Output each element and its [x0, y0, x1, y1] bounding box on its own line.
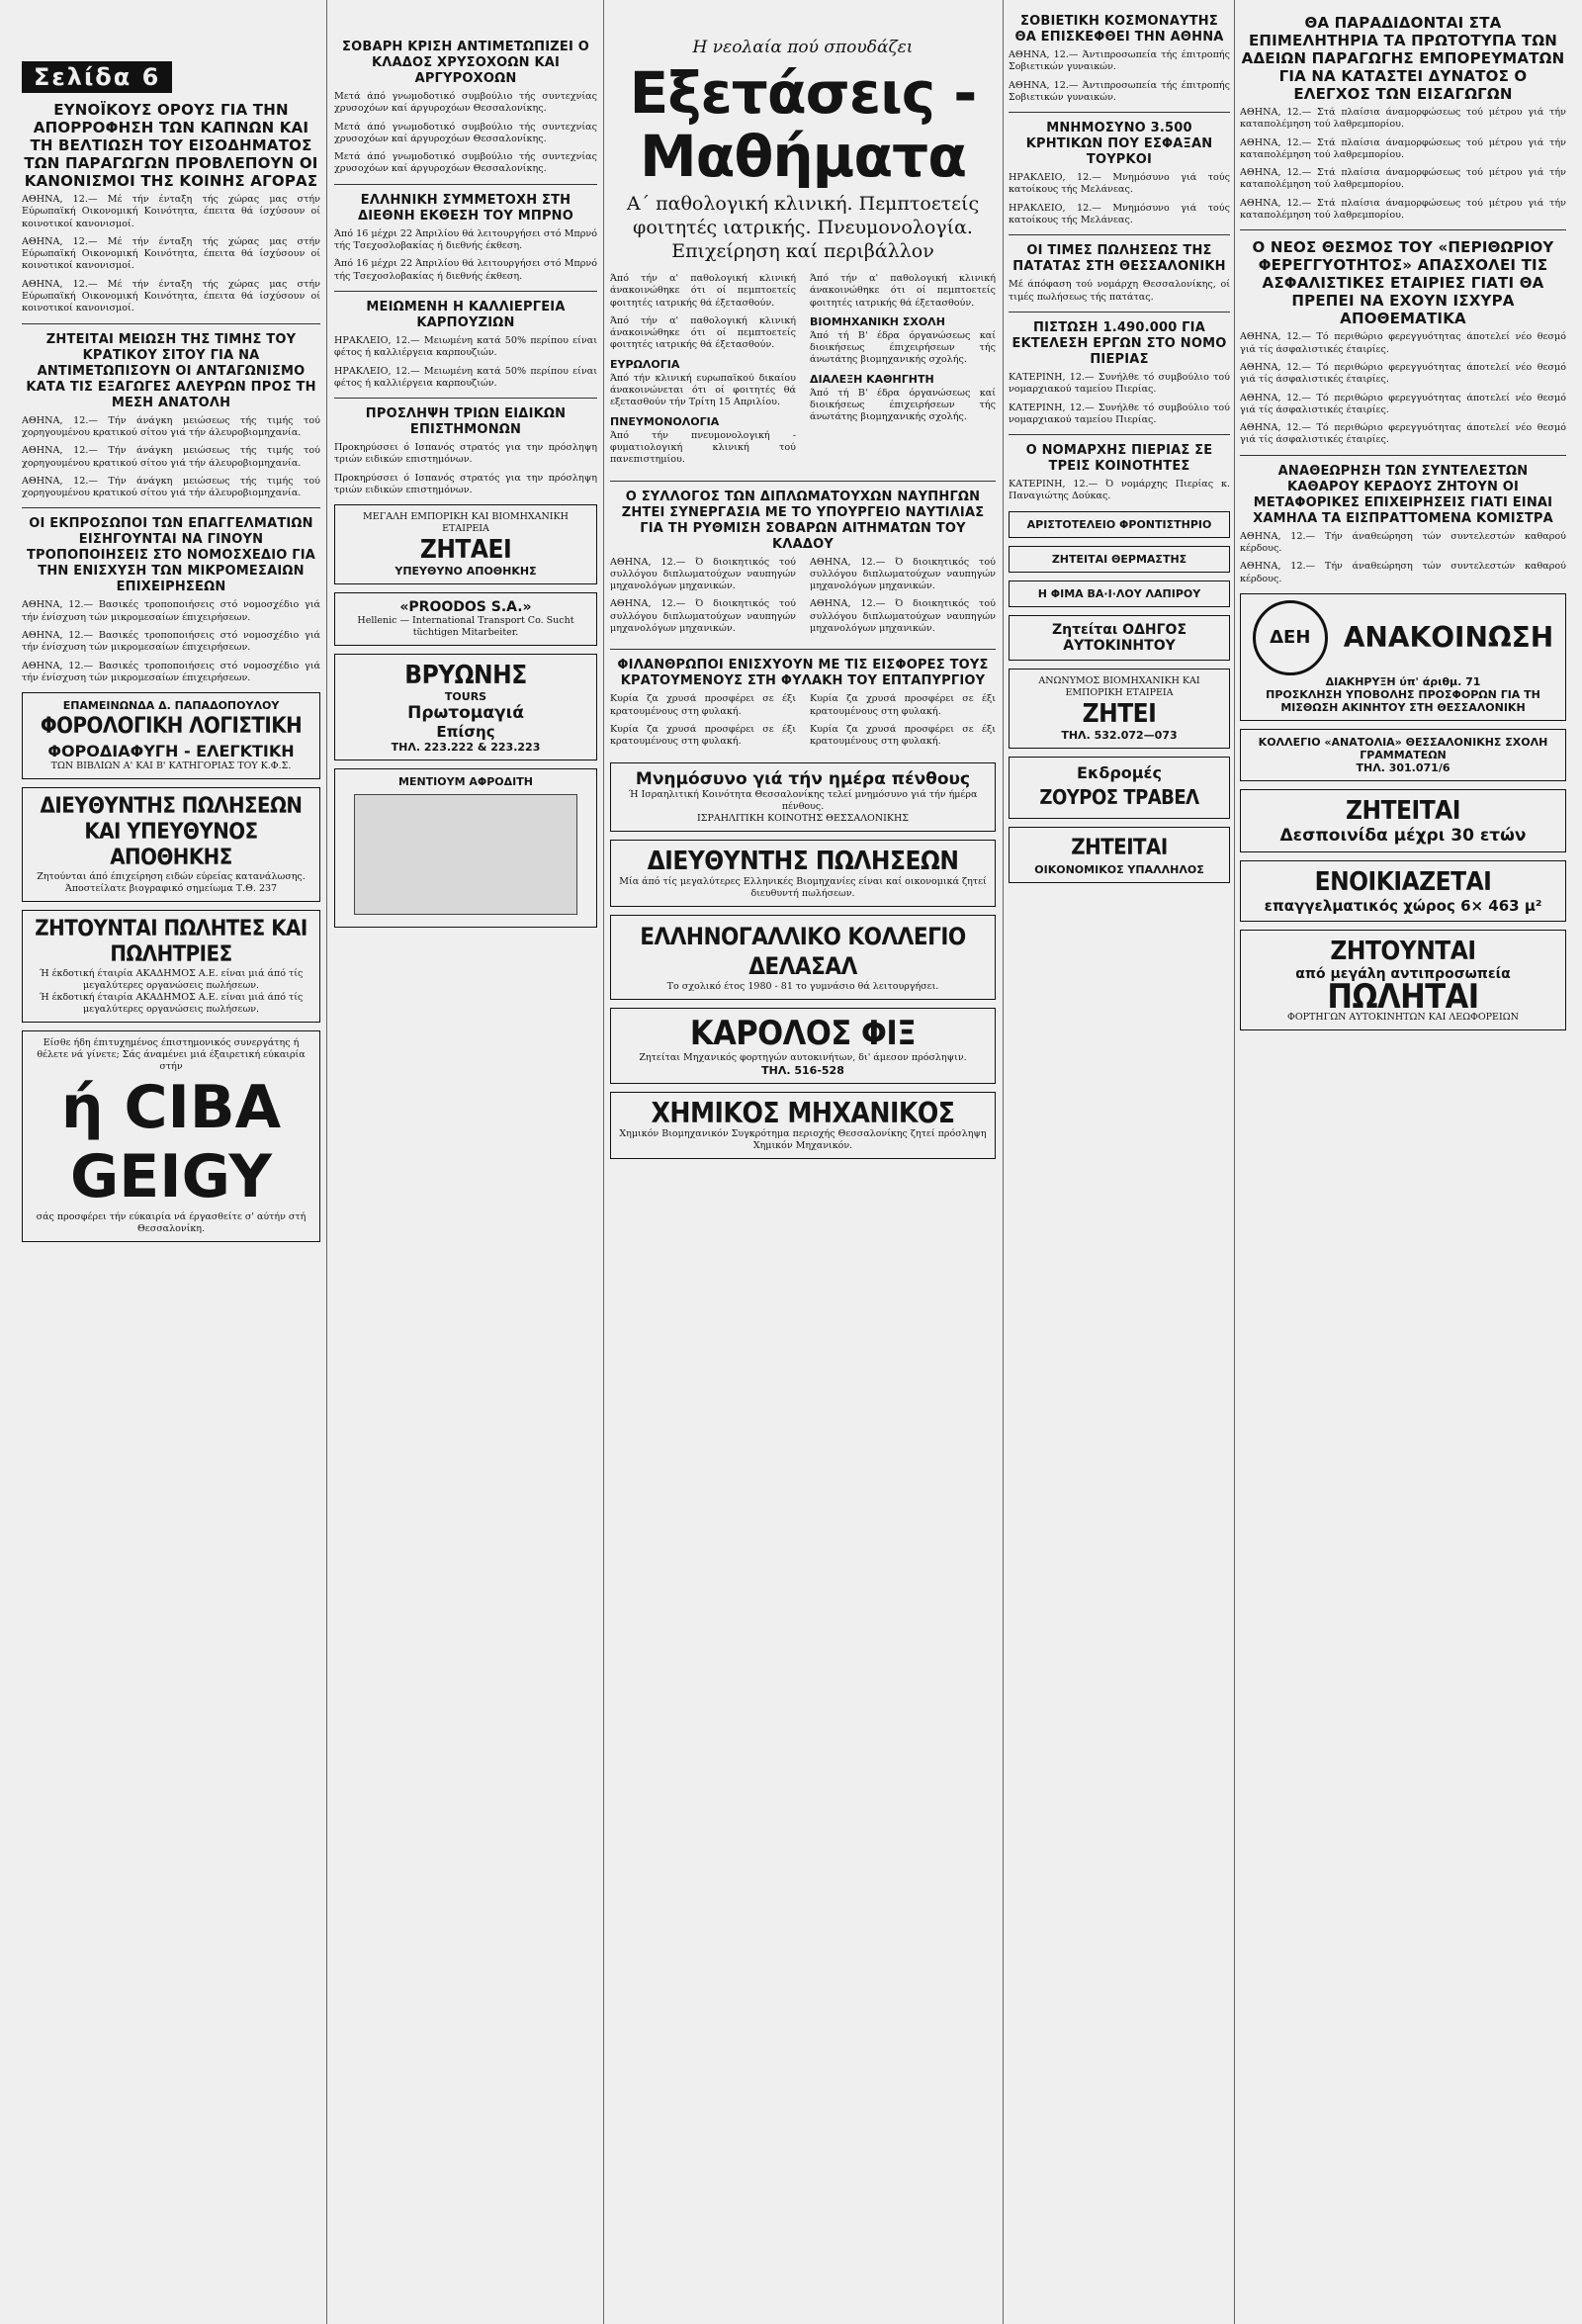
article-text: Προκηρύσσει ό Ισπανός στρατός για την πρόσληψη τριών ειδικών επιστημόνων. — [334, 442, 597, 466]
ad-text: Χημικόν Βιομηχανικόν Συγκρότημα περιοχής Θεσσαλονίκης ζητεί πρόσληψη Χημικόν Μηχανικόν. — [619, 1127, 987, 1151]
headline: ΣΟΒΑΡΗ ΚΡΙΣΗ ΑΝΤΙΜΕΤΩΠΙΖΕΙ Ο ΚΛΑΔΟΣ ΧΡΥΣΟΧΟΩΝ ΚΑΙ ΑΡΓΥΡΟΧΟΩΝ — [342, 40, 589, 86]
ad-text: Είσθε ήδη έπιτυχημένος έπιστημονικός συνεργάτης ή θέλετε νά γίνετε; Σάς άναμένει μιά έξαιρετική εύκαιρία στήν — [37, 1037, 306, 1073]
ad-text: Μία άπό τίς μεγαλύτερες Ελληνικές Βιομηχανίες είναι καί οικονομικά ζητεί διευθυντή πωλήσεων. — [619, 875, 987, 899]
ad-heading: Επίσης — [436, 723, 495, 742]
subhead: ΔΙΑΛΕΞΗ ΚΑΘΗΓΗΤΗ — [810, 372, 934, 386]
article-text: ΑΘΗΝΑ, 12.— Μέ τήν ένταξη τής χώρας μας στήν Εύρωπαϊκή Οικονομική Κοινότητα, έπειτα θά ίσχύσουν οί κοινοτικοί κανονισμοί. — [22, 235, 320, 272]
article-text: ΑΘΗΝΑ, 12.— Τό περιθώριο φερεγγυότητας άποτελεί νέο θεσμό γιά τίς άσφαλιστικές έταιρίες. — [1240, 422, 1566, 446]
article-text: ΑΘΗΝΑ, 12.— Τό περιθώριο φερεγγυότητας άποτελεί νέο θεσμό γιά τίς άσφαλιστικές έταιρίες. — [1240, 392, 1566, 415]
ad-title: Η ΦΙΜΑ ΒΑ·Ι·ΛΟΥ ΛΑΠΙΡΟΥ — [1037, 586, 1201, 600]
ad-title: ΖΗΤΕΙΤΑΙ — [1071, 835, 1168, 860]
ad-title: ΕΝΟΙΚΙΑΖΕΤΑΙ — [1314, 866, 1492, 897]
headline: Ο ΣΥΛΛΟΓΟΣ ΤΩΝ ΔΙΠΛΩΜΑΤΟΥΧΩΝ ΝΑΥΠΗΓΩΝ ΖΗΤΕΙ ΣΥΝΕΡΓΑΣΙΑ ΜΕ ΤΟ ΥΠΟΥΡΓΕΙΟ ΝΑΥΤΙΛΙΑΣ ΓΙΑ ΤΗ ΡΥΘΜΙΣΗ ΣΟΒΑΡΩΝ ΑΙΤΗΜΑΤΩΝ ΤΟΥ ΚΛΑΔΟΥ — [621, 489, 985, 552]
divider — [610, 649, 996, 650]
ad-text: Ζητείται Μηχανικός φορτηγών αυτοκινήτων, δι' άμεσον πρόσληψιν. — [639, 1051, 967, 1063]
ad-title: ΖΗΤΕΙ — [1082, 698, 1157, 729]
ad-line: ΤΩΝ ΒΙΒΛΙΩΝ Α' ΚΑΙ Β' ΚΑΤΗΓΟΡΙΑΣ ΤΟΥ Κ.Φ.Σ. — [50, 760, 292, 772]
article-text: Μετά άπό γνωμοδοτικό συμβούλιο τής συντεχνίας χρυσοχόων καί άργυροχόων Θεσσαλονίκης. — [334, 91, 597, 115]
ad-heading: ΠΩΛΗΤΑΙ — [1327, 976, 1479, 1017]
ad-title: ΖΗΤΕΙΤΑΙ ΘΕΡΜΑΣΤΗΣ — [1051, 552, 1187, 566]
headline: ΟΙ ΤΙΜΕΣ ΠΩΛΗΣΕΩΣ ΤΗΣ ΠΑΤΑΤΑΣ ΣΤΗ ΘΕΣΣΑΛΟΝΙΚΗ — [1012, 243, 1226, 275]
article-text: Άπό 16 μέχρι 22 Άπριλίου θά λειτουργήσει στό Μπρνό τής Τσεχοσλοβακίας ή διεθνής έκθεση. — [334, 227, 597, 252]
headline: Ο ΝΕΟΣ ΘΕΣΜΟΣ ΤΟΥ «ΠΕΡΙΘΩΡΙΟΥ ΦΕΡΕΓΓΥΟΤΗΤΟΣ» ΑΠΑΣΧΟΛΕΙ ΤΙΣ ΑΣΦΑΛΙΣΤΙΚΕΣ ΕΤΑΙΡΙΕΣ ΓΙΑΤΙ ΘΑ ΠΡΕΠΕΙ ΝΑ ΕΧΟΥΝ ΙΣΧΥΡΑ ΑΠΟΘΕΜΑΤΙΚΑ — [1252, 238, 1554, 328]
ad-mentium-afroditi — [334, 768, 597, 928]
ad-sales-director — [22, 787, 320, 902]
article-text: Κυρία ζα χρυσά προσφέρει σε έξι κρατουμένους στη φυλακή. — [810, 693, 996, 717]
ad-subtitle: από μεγάλη αντιπροσωπεία — [1295, 965, 1511, 982]
ad-title: ΧΗΜΙΚΟΣ ΜΗΧΑΝΙΚΟΣ — [651, 1096, 955, 1129]
column-1 — [22, 0, 320, 2324]
article-text: ΑΘΗΝΑ, 12.— Στά πλαίσια άναμορφώσεως τού μέτρου γιά τήν καταπολέμηση τού λαθρεμπορίου. — [1240, 167, 1566, 191]
article-text: Προκηρύσσει ό Ισπανός στρατός για την πρόσληψη τριών ειδικών επιστημόνων. — [334, 472, 597, 496]
divider — [1009, 112, 1230, 113]
column-rule — [1234, 0, 1235, 2324]
ad-heading: ΠΡΟΣΚΛΗΣΗ ΥΠΟΒΟΛΗΣ ΠΡΟΣΦΟΡΩΝ ΓΙΑ ΤΗ ΜΙΣΘΩΣΗ ΑΚΙΝΗΤΟΥ ΣΤΗ ΘΕΣΣΑΛΟΝΙΚΗ — [1266, 687, 1540, 714]
article-text: ΑΘΗΝΑ, 12.— Βασικές τροποποιήσεις στό νομοσχέδιο γιά τήν ένίσχυση τών μικρομεσαίων έπιχειρήσεων. — [22, 630, 320, 654]
article-text: ΑΘΗΝΑ, 12.— Τήν άναθεώρηση τών συντελεστών καθαρού κέρδους. — [1240, 561, 1566, 584]
ad-title: ΕΛΛΗΝΟΓΑΛΛΙΚΟ ΚΟΛΛΕΓΙΟ ΔΕΛΑΣΑΛ — [640, 922, 966, 980]
ad-title: ΔΙΕΥΘΥΝΤΗΣ ΠΩΛΗΣΕΩΝ — [647, 846, 959, 876]
ad-text: Το σχολικό έτος 1980 - 81 το γυμνάσιο θά λειτουργήσει. — [666, 980, 939, 992]
headline: ΣΟΒΙΕΤΙΚΗ ΚΟΣΜΟΝΑΥΤΗΣ ΘΑ ΕΠΙΣΚΕΦΘΕΙ ΤΗΝ ΑΘΗΝΑ — [1014, 14, 1224, 45]
ad-accountant-wanted — [1009, 827, 1230, 883]
column-rule — [326, 0, 327, 2324]
ad-lapirou — [1009, 581, 1230, 607]
article-text: ΑΘΗΝΑ, 12.— Τήν άνάγκη μειώσεως τής τιμής τού χορηγουμένου κρατικού σίτου γιά τήν άλευροβιομηχανία. — [22, 445, 320, 469]
column-rule — [603, 0, 604, 2324]
ad-delasal-college — [610, 915, 996, 1000]
ad-salespeople — [22, 910, 320, 1023]
column-4 — [1009, 0, 1230, 2324]
ad-title: ΑΝΑΚΟΙΝΩΣΗ — [1343, 621, 1554, 655]
article-text: Κυρία ζα χρυσά προσφέρει σε έξι κρατουμένους στη φυλακή. — [610, 693, 796, 717]
article-text: ΑΘΗΝΑ, 12.— Ό διοικητικός τού συλλόγου διπλωματούχων ναυπηγών μηχανολόγων μηχανικών. — [810, 598, 996, 635]
article-text: Άπό τήν α' παθολογική κλινική άνακοινώθηκε ότι οί πεμπτοετείς φοιτητές ιατρικής θά έξετασθούν. — [610, 273, 796, 309]
ad-miss-wanted — [1240, 789, 1566, 852]
ad-line: ΑΝΩΝΥΜΟΣ ΒΙΟΜΗΧΑΝΙΚΗ ΚΑΙ ΕΜΠΟΡΙΚΗ ΕΤΑΙΡΕΙΑ — [1038, 674, 1200, 698]
article-text: ΗΡΑΚΛΕΙΟ, 12.— Μειωμένη κατά 50% περίπου είναι φέτος ή καλλιέργεια καρπουζιών. — [334, 365, 597, 389]
ad-phone: ΤΗΛ. 516-528 — [761, 1063, 844, 1077]
ad-title: ΔΙΕΥΘΥΝΤΗΣ ΠΩΛΗΣΕΩΝ ΚΑΙ ΥΠΕΥΘΥΝΟΣ ΑΠΟΘΗΚΗΣ — [40, 794, 303, 871]
ad-title: Ζητείται ΟΔΗΓΟΣ ΑΥΤΟΚΙΝΗΤΟΥ — [1051, 621, 1187, 654]
ad-phone: ΤΗΛ. 301.071/6 — [1356, 760, 1450, 774]
headline: ΟΙ ΕΚΠΡΟΣΩΠΟΙ ΤΩΝ ΕΠΑΓΓΕΛΜΑΤΙΩΝ ΕΙΣΗΓΟΥΝΤΑΙ ΝΑ ΓΙΝΟΥΝ ΤΡΟΠΟΠΟΙΗΣΕΙΣ ΣΤΟ ΝΟΜΟΣΧΕΔΙΟ ΓΙΑ ΤΗΝ ΕΝΙΣΧΥΣΗ ΤΩΝ ΜΙΚΡΟΜΕΣΑΙΩΝ ΕΠΙΧΕΙΡΗΣΕΩΝ — [26, 516, 316, 595]
divider — [1240, 455, 1566, 456]
article-text: Άπό 16 μέχρι 22 Άπριλίου θά λειτουργήσει στό Μπρνό τής Τσεχοσλοβακίας ή διεθνής έκθεση. — [334, 258, 597, 282]
ad-proodos — [334, 592, 597, 646]
ad-stoker-wanted — [1009, 546, 1230, 573]
ad-title: «PROODOS S.A.» — [399, 599, 532, 616]
ad-subtitle: TOURS — [444, 690, 487, 704]
ad-line: ΜΕΓΑΛΗ ΕΜΠΟΡΙΚΗ ΚΑΙ ΒΙΟΜΗΧΑΝΙΚΗ ΕΤΑΙΡΕΙΑ — [363, 511, 569, 535]
ad-karolos-fix — [610, 1008, 996, 1084]
article-text: ΑΘΗΝΑ, 12.— Ό διοικητικός τού συλλόγου διπλωματούχων ναυπηγών μηχανολόγων μηχανικών. — [810, 556, 996, 592]
ad-subtitle: ΥΠΕΥΘΥΝΟ ΑΠΟΘΗΚΗΣ — [395, 565, 537, 579]
deh-logo: ΔΕΗ — [1253, 600, 1328, 675]
ad-text: Ή έκδοτική έταιρία ΑΚΑΔΗΜΟΣ Α.Ε. είναι μιά άπό τίς μεγαλύτερες οργανώσεις πωλήσεων. — [39, 992, 304, 1016]
ad-vryonis-tours — [334, 654, 597, 760]
ad-signature: ΙΣΡΑΗΛΙΤΙΚΗ ΚΟΙΝΟΤΗΣ ΘΕΣΣΑΛΟΝΙΚΗΣ — [696, 812, 910, 824]
headline: ΠΡΟΣΛΗΨΗ ΤΡΙΩΝ ΕΙΔΙΚΩΝ ΕΠΙΣΤΗΜΟΝΩΝ — [365, 406, 567, 438]
headline: Ο ΝΟΜΑΡΧΗΣ ΠΙΕΡΙΑΣ ΣΕ ΤΡΕΙΣ ΚΟΙΝΟΤΗΤΕΣ — [1025, 443, 1213, 475]
column-2 — [334, 0, 597, 2324]
headline: ΕΥΝΟΪΚΟΥΣ ΟΡΟΥΣ ΓΙΑ ΤΗΝ ΑΠΟΡΡΟΦΗΣΗ ΤΩΝ ΚΑΠΝΩΝ ΚΑΙ ΤΗ ΒΕΛΤΙΩΣΗ ΤΟΥ ΕΙΣΟΔΗΜΑΤΟΣ ΤΩΝ ΠΑΡΑΓΩΓΩΝ ΠΡΟΒΛΕΠΟΥΝ ΟΙ ΚΑΝΟΝΙΣΜΟΙ ΤΗΣ ΚΟΙΝΗΣ ΑΓΟΡΑΣ — [24, 101, 318, 190]
article-text: ΑΘΗΝΑ, 12.— Ό διοικητικός τού συλλόγου διπλωματούχων ναυπηγών μηχανολόγων μηχανικών. — [610, 598, 796, 635]
ad-warehouse-manager — [334, 504, 597, 584]
article-text: Άπό τή Β' έδρα όργανώσεως καί διοικήσεως έπιχειρήσεων τής άνωτάτης βιομηχανικής σχολής. — [810, 387, 996, 423]
ad-text: Hellenic — International Transport Co. Sucht tüchtigen Mitarbeiter. — [357, 615, 574, 639]
section-kicker: Η νεολαία πού σπουδάζει — [692, 38, 914, 57]
article-text: Άπό τήν α' παθολογική κλινική άνακοινώθηκε ότι οί πεμπτοετείς φοιτητές ιατρικής θά έξετασθούν. — [610, 314, 796, 351]
ad-driver-wanted — [1009, 615, 1230, 661]
ad-memorial — [610, 762, 996, 832]
section-lead: Α΄ παθολογική κλινική. Πεμπτοετείς φοιτητές ιατρικής. Πνευμονολογία. Επιχείρηση καί περιβάλλον — [626, 193, 980, 262]
article-text: ΑΘΗΝΑ, 12.— Στά πλαίσια άναμορφώσεως τού μέτρου γιά τήν καταπολέμηση τού λαθρεμπορίου. — [1240, 197, 1566, 222]
ad-title: ΖΗΤΟΥΝΤΑΙ — [1330, 936, 1476, 966]
ad-text: σάς προσφέρει τήν εύκαιρία νά έργασθείτε σ' αύτήν στή Θεσσαλονίκη. — [36, 1211, 307, 1235]
ad-sellers-wanted — [1240, 930, 1566, 1030]
column-5 — [1240, 0, 1566, 2324]
ad-heading: Πρωτομαγιά — [407, 703, 524, 724]
ad-sales-director-2 — [610, 840, 996, 907]
article-text: ΗΡΑΚΛΕΙΟ, 12.— Μνημόσυνο γιά τούς κατοίκους τής Μελάνεας. — [1009, 172, 1230, 196]
article-text: ΑΘΗΝΑ, 12.— Στά πλαίσια άναμορφώσεως τού μέτρου γιά τήν καταπολέμηση τού λαθρεμπορίου. — [1240, 136, 1566, 160]
article-columns — [610, 693, 996, 754]
section-masthead: Εξετάσεις - Μαθήματα — [629, 59, 977, 190]
ad-subtitle: Δεσποινίδα μέχρι 30 ετών — [1279, 825, 1527, 846]
divider — [1009, 434, 1230, 435]
ad-phone: ΤΗΛ. 223.222 & 223.223 — [391, 741, 541, 755]
article-text: ΚΑΤΕΡΙΝΗ, 12.— Συνήλθε τό συμβούλιο τού νομαρχιακού ταμείου Πιερίας. — [1009, 402, 1230, 425]
ad-title: ΒΡΥΩΝΗΣ — [404, 661, 527, 691]
article-text: ΑΘΗΝΑ, 12.— Τήν άνάγκη μειώσεως τής τιμής τού χορηγουμένου κρατικού σίτου γιά τήν άλευροβιομηχανία. — [22, 475, 320, 499]
article-text: ΑΘΗΝΑ, 12.— Μέ τήν ένταξη τής χώρας μας στήν Εύρωπαϊκή Οικονομική Κοινότητα, έπειτα θά ίσχύσουν οί κοινοτικοί κανονισμοί. — [22, 194, 320, 229]
divider — [610, 481, 996, 482]
article-text: ΑΘΗΝΑ, 12.— Άντιπροσωπεία τής έπιτροπής Σοβιετικών γυναικών. — [1009, 79, 1230, 103]
column-3 — [610, 0, 996, 2324]
article-text: ΑΘΗΝΑ, 12.— Στά πλαίσια άναμορφώσεως τού μέτρου γιά τήν καταπολέμηση τού λαθρεμπορίου. — [1240, 107, 1566, 131]
headline: ΦΙΛΑΝΘΡΩΠΟΙ ΕΝΙΣΧΥΟΥΝ ΜΕ ΤΙΣ ΕΙΣΦΟΡΕΣ ΤΟΥΣ ΚΡΑΤΟΥΜΕΝΟΥΣ ΣΤΗ ΦΥΛΑΚΗ ΤΟΥ ΕΠΤΑΠΥΡΓΙΟΥ — [617, 658, 989, 689]
subhead: ΒΙΟΜΗΧΑΝΙΚΗ ΣΧΟΛΗ — [810, 314, 945, 328]
headline: ΜΝΗΜΟΣΥΝΟ 3.500 ΚΡΗΤΙΚΩΝ ΠΟΥ ΕΣΦΑΞΑΝ ΤΟΥΡΚΟΙ — [1025, 121, 1213, 168]
ad-image — [354, 794, 576, 915]
divider — [334, 184, 597, 185]
divider — [1009, 234, 1230, 235]
divider — [334, 291, 597, 292]
ciba-geigy-logo: ή CIBA GEIGY — [60, 1073, 282, 1212]
divider — [1240, 229, 1566, 230]
article-text: Μέ άπόφαση τού νομάρχη Θεσσαλονίκης, οί τιμές πωλήσεως τής πατάτας. — [1009, 279, 1230, 303]
page-number-badge: Σελίδα 6 — [22, 61, 172, 93]
subhead: ΠΝΕΥΜΟΝΟΛΟΓΙΑ — [610, 414, 720, 428]
divider — [22, 507, 320, 508]
divider — [1009, 312, 1230, 313]
article-text: Κυρία ζα χρυσά προσφέρει σε έξι κρατουμένους στη φυλακή. — [610, 723, 796, 748]
article-text: ΑΘΗΝΑ, 12.— Βασικές τροποποιήσεις στό νομοσχέδιο γιά τήν ένίσχυση τών μικρομεσαίων έπιχειρήσεων. — [22, 660, 320, 683]
headline: ΜΕΙΩΜΕΝΗ Η ΚΑΛΛΙΕΡΓΕΙΑ ΚΑΡΠΟΥΖΙΩΝ — [366, 299, 566, 330]
ad-title: ΚΟΛΛΕΓΙΟ «ΑΝΑΤΟΛΙΑ» ΘΕΣΣΑΛΟΝΙΚΗΣ ΣΧΟΛΗ ΓΡΑΜΜΑΤΕΩΝ — [1258, 735, 1548, 761]
article-text: ΗΡΑΚΛΕΙΟ, 12.— Μειωμένη κατά 50% περίπου είναι φέτος ή καλλιέργεια καρπουζιών. — [334, 334, 597, 359]
ad-title: Μνημόσυνο γιά τήν ημέρα πένθους — [635, 768, 971, 789]
ad-title: ΑΡΙΣΤΟΤΕΛΕΙΟ ΦΡΟΝΤΙΣΤΗΡΙΟ — [1026, 517, 1212, 531]
article-text: ΑΘΗΝΑ, 12.— Τήν άνάγκη μειώσεως τής τιμής τού χορηγουμένου κρατικού σίτου γιά τήν άλευροβιομηχανία. — [22, 414, 320, 438]
article-text: ΑΘΗΝΑ, 12.— Τό περιθώριο φερεγγυότητας άποτελεί νέο θεσμό γιά τίς άσφαλιστικές έταιρίες. — [1240, 361, 1566, 386]
ad-title: ΖΗΤΕΙΤΑΙ — [1346, 795, 1460, 826]
divider — [334, 398, 597, 399]
headline: ΕΛΛΗΝΙΚΗ ΣΥΜΜΕΤΟΧΗ ΣΤΗ ΔΙΕΘΝΗ ΕΚΘΕΣΗ ΤΟΥ ΜΠΡΝΟ — [357, 192, 574, 223]
headline: ΘΑ ΠΑΡΑΔΙΔΟΝΤΑΙ ΣΤΑ ΕΠΙΜΕΛΗΤΗΡΙΑ ΤΑ ΠΡΩΤΟΤΥΠΑ ΤΩΝ ΑΔΕΙΩΝ ΠΑΡΑΓΩΓΗΣ ΕΜΠΟΡΕΥΜΑΤΩΝ ΓΙΑ ΝΑ ΚΑΤΑΣΤΕΙ ΔΥΝΑΤΟΣ Ο ΕΛΕΓΧΟΣ ΤΩΝ ΕΙΣΑΓΩΓΩΝ — [1241, 14, 1565, 103]
ad-deh-announcement — [1240, 593, 1566, 721]
ad-frontistirio — [1009, 511, 1230, 538]
ad-subtitle: ΔΙΑΚΗΡΥΞΗ ύπ' άριθμ. 71 — [1325, 674, 1481, 688]
ad-name: ΖΟΥΡΟΣ ΤΡΑΒΕΛ — [1039, 784, 1199, 809]
ad-title: Εκδρομές — [1077, 762, 1162, 782]
ad-text: Ή έκδοτική έταιρία ΑΚΑΔΗΜΟΣ Α.Ε. είναι μιά άπό τίς μεγαλύτερες οργανώσεις πωλήσεων. — [39, 968, 304, 992]
article-text: ΑΘΗΝΑ, 12.— Μέ τήν ένταξη τής χώρας μας στήν Εύρωπαϊκή Οικονομική Κοινότητα, έπειτα θά ίσχύσουν οί κοινοτικοί κανονισμοί. — [22, 278, 320, 314]
divider — [22, 323, 320, 324]
article-text: ΑΘΗΝΑ, 12.— Βασικές τροποποιήσεις στό νομοσχέδιο γιά τήν ένίσχυση τών μικρομεσαίων έπιχειρήσεων. — [22, 599, 320, 623]
ad-for-rent — [1240, 860, 1566, 922]
article-text: Άπό τήν πνευμονολογική - φυματιολογική κλινική τού πανεπιστημίου. — [610, 429, 796, 466]
ad-tax-accounting — [22, 692, 320, 779]
subhead: ΕΥΡΩΛΟΓΙΑ — [610, 357, 680, 371]
article-text: ΚΑΤΕΡΙΝΗ, 12.— Συνήλθε τό συμβούλιο τού νομαρχιακού ταμείου Πιερίας. — [1009, 371, 1230, 396]
deh-header — [1249, 600, 1557, 675]
headline: ΑΝΑΘΕΩΡΗΣΗ ΤΩΝ ΣΥΝΤΕΛΕΣΤΩΝ ΚΑΘΑΡΟΥ ΚΕΡΔΟΥΣ ΖΗΤΟΥΝ ΟΙ ΜΕΤΑΦΟΡΙΚΕΣ ΕΠΙΧΕΙΡΗΣΕΙΣ ΓΙΑΤΙ ΕΙΝΑΙ ΧΑΜΗΛΑ ΤΑ ΕΙΣΠΡΑΤΤΟΜΕΝΑ ΚΟΜΙΣΤΡΑ — [1253, 463, 1553, 526]
ad-title: ΦΟΡΟΛΟΓΙΚΗ ΛΟΓΙΣΤΙΚΗ — [40, 714, 303, 740]
article-text: Άπό τήν κλινική ευρωπαϊκού δικαίου άνακοινώνεται ότι οί φοιτητές θά εξετασθούν τήν Τρίτη 15 Απριλίου. — [610, 372, 796, 408]
headline: ΖΗΤΕΙΤΑΙ ΜΕΙΩΣΗ ΤΗΣ ΤΙΜΗΣ ΤΟΥ ΚΡΑΤΙΚΟΥ ΣΙΤΟΥ ΓΙΑ ΝΑ ΑΝΤΙΜΕΤΩΠΙΣΟΥΝ ΟΙ ΑΝΤΑΓΩΝΙΣΜΟ ΚΑΤΑ ΤΙΣ ΕΞΑΓΩΓΕΣ ΑΛΕΥΡΩΝ ΠΡΟΣ ΤΗ ΜΕΣΗ ΑΝΑΤΟΛΗ — [26, 331, 316, 410]
article-text: ΑΘΗΝΑ, 12.— Τήν άναθεώρηση τών συντελεστών καθαρού κέρδους. — [1240, 530, 1566, 555]
ad-subtitle: ΦΟΡΟΔΙΑΦΥΓΗ - ΕΛΕΓΚΤΙΚΗ — [47, 742, 295, 761]
ad-title: ΖΗΤΑΕΙ — [419, 535, 512, 566]
article-text: Άπό τήν α' παθολογική κλινική άνακοινώθηκε ότι οί πεμπτοετείς φοιτητές ιατρικής θά έξετασθούν. — [810, 273, 996, 309]
ad-text: Ή Ισραηλιτική Κοινότητα Θεσσαλονίκης τελεί μνημόσυνο γιά τήν ήμέρα πένθους. — [628, 788, 978, 812]
article-text: ΚΑΤΕΡΙΝΗ, 12.— Ό νομάρχης Πιερίας κ. Παναγιώτης Δούκας. — [1009, 479, 1230, 502]
ad-phone: ΤΗΛ. 532.072—073 — [1061, 728, 1178, 742]
article-text: Κυρία ζα χρυσά προσφέρει σε έξι κρατουμένους στη φυλακή. — [810, 723, 996, 748]
ad-line: ΦΟΡΤΗΓΩΝ ΑΥΤΟΚΙΝΗΤΩΝ ΚΑΙ ΛΕΩΦΟΡΕΙΩΝ — [1287, 1011, 1519, 1023]
article-text: Άπό τή Β' έδρα όργανώσεως καί διοικήσεως έπιχειρήσεων τής άνωτάτης βιομηχανικής σχολής. — [810, 329, 996, 366]
article-text: Μετά άπό γνωμοδοτικό συμβούλιο τής συντεχνίας χρυσοχόων καί άργυροχόων Θεσσαλονίκης. — [334, 121, 597, 144]
article-text: ΑΘΗΝΑ, 12.— Άντιπροσωπεία τής έπιτροπής Σοβιετικών γυναικών. — [1009, 49, 1230, 73]
ad-anatolia-college — [1240, 729, 1566, 781]
article-text: ΗΡΑΚΛΕΙΟ, 12.— Μνημόσυνο γιά τούς κατοίκους τής Μελάνεας. — [1009, 202, 1230, 226]
ad-name: ΕΠΑΜΕΙΝΩΝΔΑ Δ. ΠΑΠΑΔΟΠΟΥΛΟΥ — [62, 699, 280, 713]
ad-industrial-company — [1009, 669, 1230, 749]
ad-subtitle: ΟΙΚΟΝΟΜΙΚΟΣ ΥΠΑΛΛΗΛΟΣ — [1034, 862, 1204, 876]
ad-title: ΖΗΤΟΥΝΤΑΙ ΠΩΛΗΤΕΣ ΚΑΙ ΠΩΛΗΤΡΙΕΣ — [35, 917, 308, 968]
column-rule — [1003, 0, 1004, 2324]
article-text: ΑΘΗΝΑ, 12.— Ό διοικητικός τού συλλόγου διπλωματούχων ναυπηγών μηχανολόγων μηχανικών. — [610, 556, 796, 592]
ad-text: Ζητούνται άπό έπιχείρηση ειδών εύρείας κατανάλωσης. Άποστείλατε βιογραφικό σημείωμα Τ.Θ. 237 — [37, 871, 306, 895]
article-columns — [610, 557, 996, 642]
ad-title: ΜΕΝΤΙΟΥΜ ΑΦΡΟΔΙΤΗ — [398, 775, 533, 789]
article-columns — [610, 273, 996, 473]
article-text: ΑΘΗΝΑ, 12.— Τό περιθώριο φερεγγυότητας άποτελεί νέο θεσμό γιά τίς άσφαλιστικές έταιρίες. — [1240, 331, 1566, 355]
ad-subtitle: επαγγελματικός χώρος 6× 463 μ² — [1264, 896, 1542, 915]
article-text: Μετά άπό γνωμοδοτικό συμβούλιο τής συντεχνίας χρυσοχόων καί άργυροχόων Θεσσαλονίκης. — [334, 151, 597, 175]
ad-ciba-geigy — [22, 1030, 320, 1242]
ad-chemical-engineer — [610, 1092, 996, 1159]
ad-excursions — [1009, 757, 1230, 819]
ad-title: ΚΑΡΟΛΟΣ ΦΙΞ — [689, 1013, 917, 1053]
headline: ΠΙΣΤΩΣΗ 1.490.000 ΓΙΑ ΕΚΤΕΛΕΣΗ ΕΡΓΩΝ ΣΤΟ ΝΟΜΟ ΠΙΕΡΙΑΣ — [1011, 319, 1227, 367]
